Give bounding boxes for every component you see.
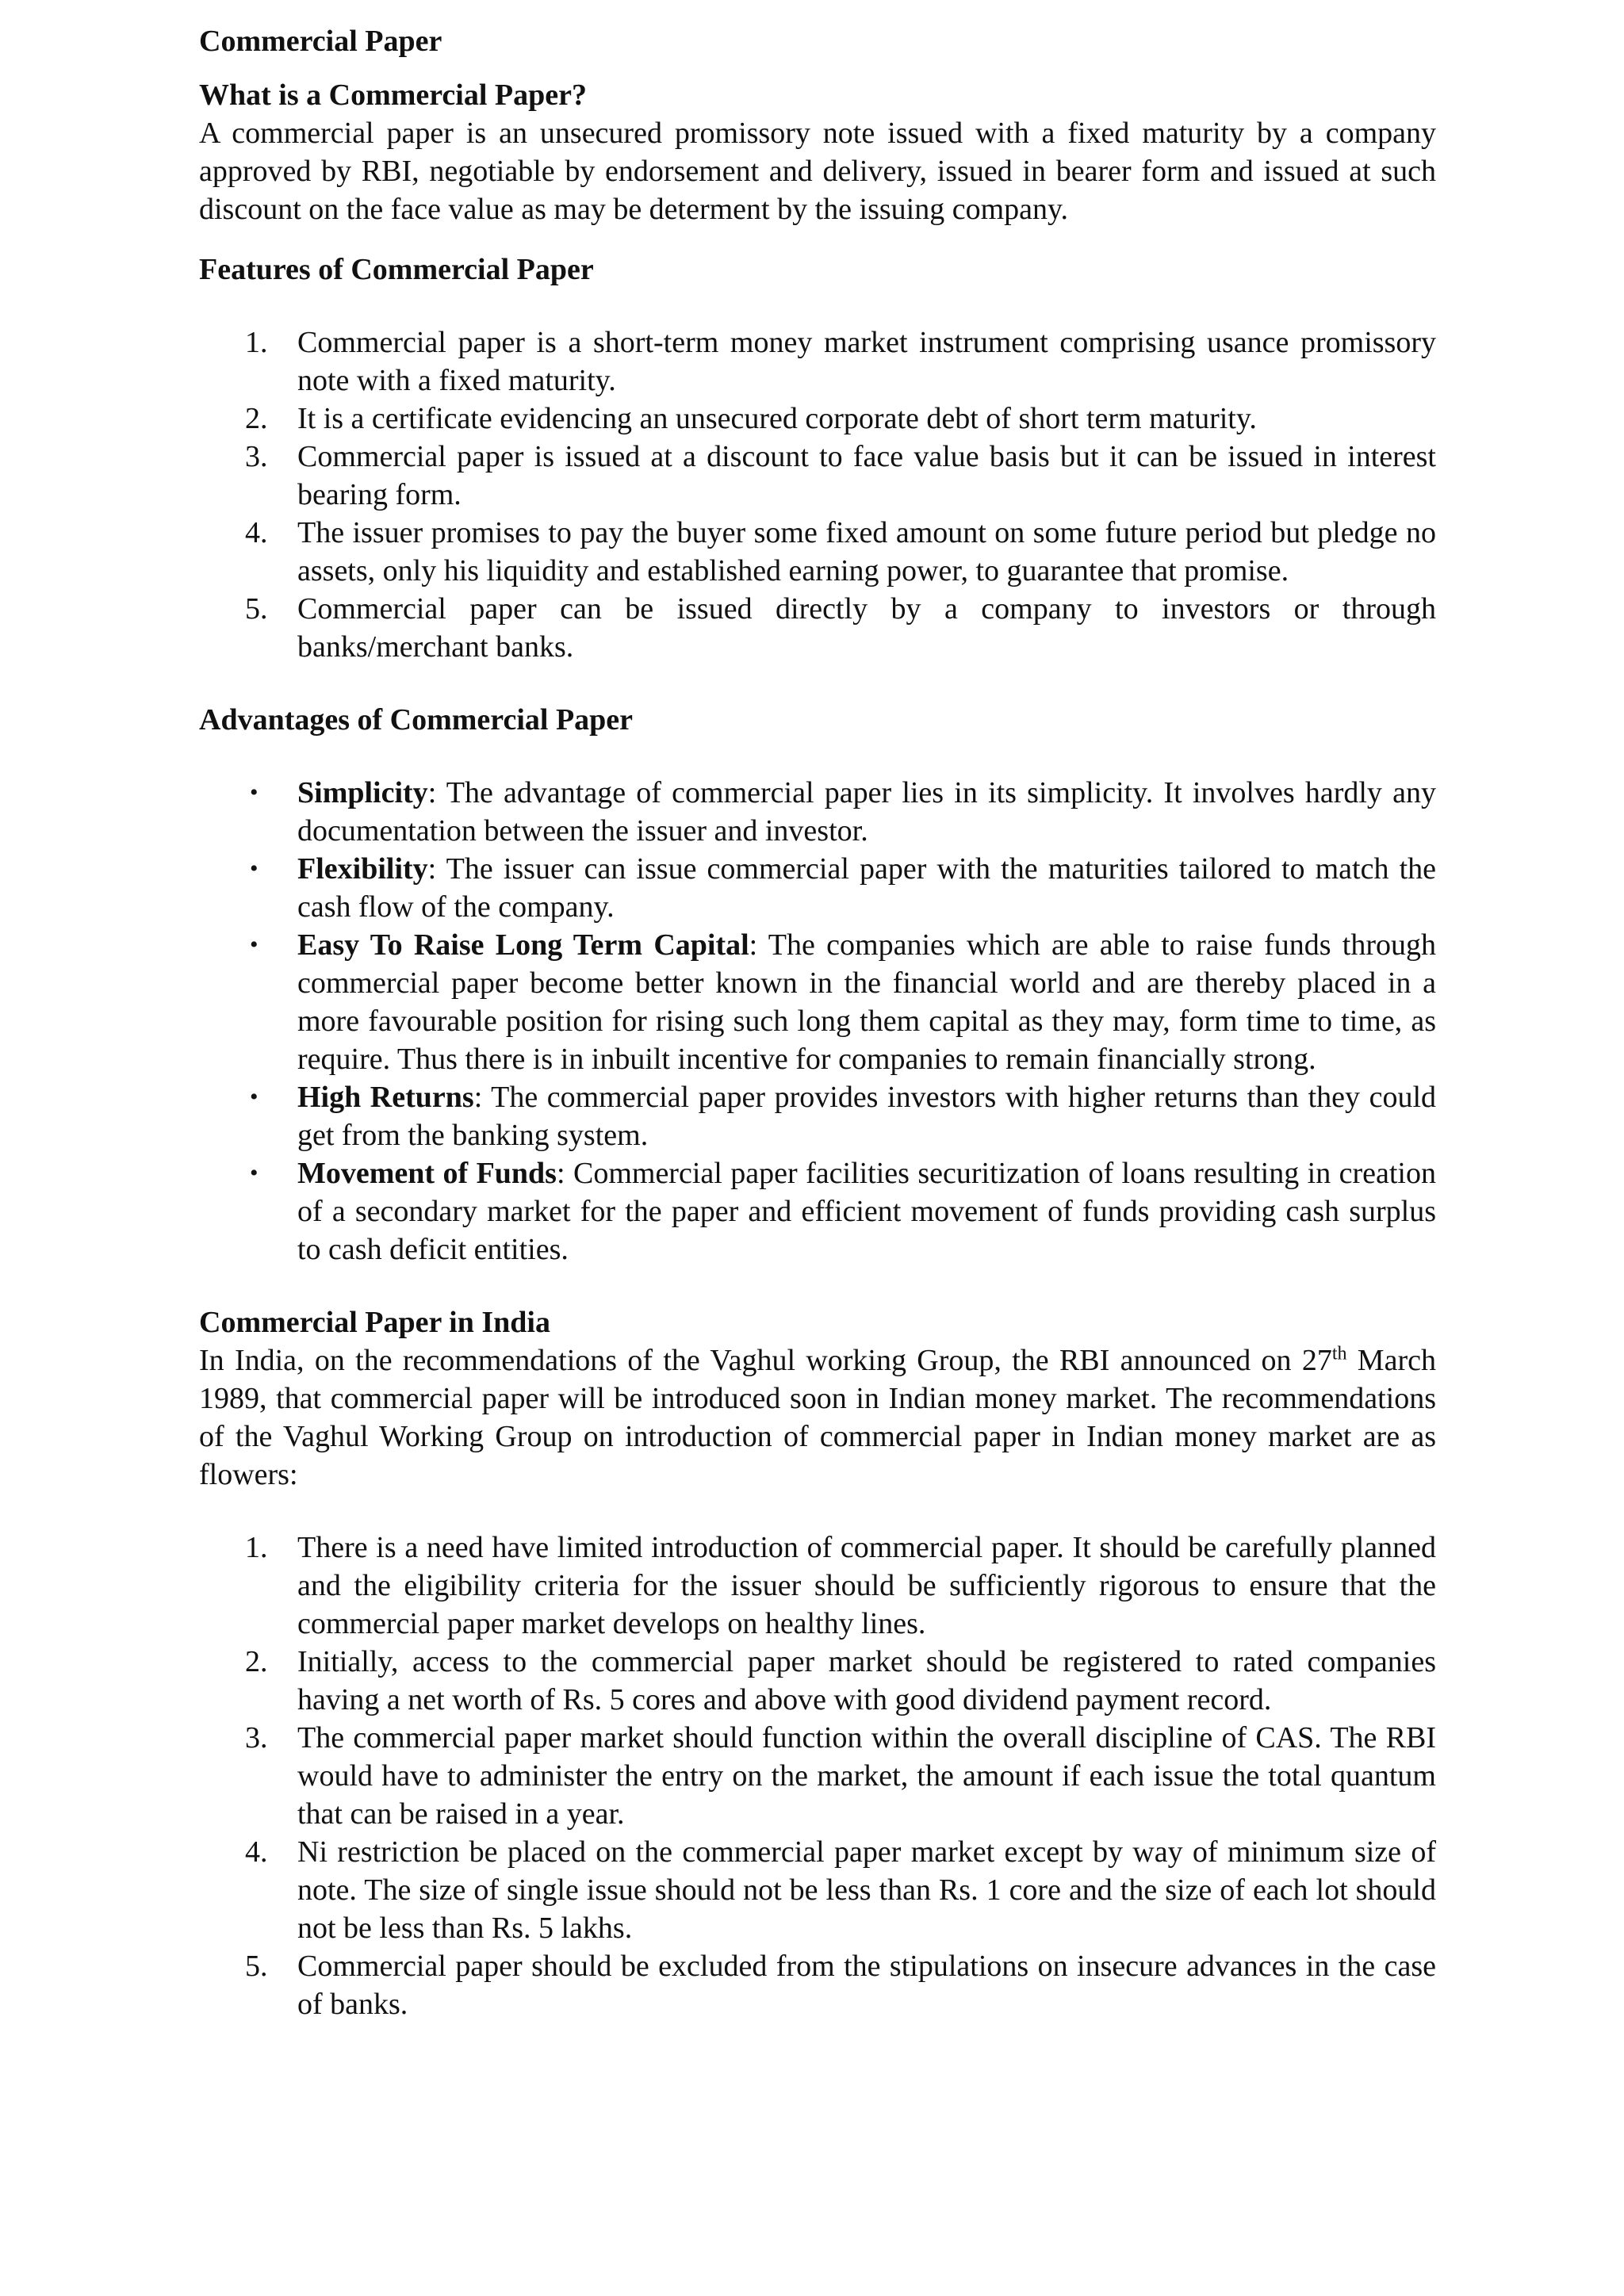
- bullet-icon: •: [250, 1084, 259, 1110]
- list-item: [199, 1947, 1436, 2023]
- advantage-term: Flexibility: [297, 852, 428, 886]
- india-text-part-1: In India, on the recommendations of the Vaghul working Group, the RBI announced on 27: [199, 1344, 1332, 1377]
- list-number: 3.: [245, 1721, 268, 1755]
- date-ordinal-suffix: th: [1331, 1343, 1347, 1364]
- document-title: Commercial Paper: [199, 25, 442, 58]
- list-item: [199, 590, 1436, 666]
- advantage-term: Simplicity: [297, 776, 428, 809]
- advantage-text: : Commercial paper facilities securitization of loans resulting in creation of a secondary market for the paper and efficient movement of funds providing cash surplus to cash deficit entities.: [297, 1157, 1436, 1266]
- advantage-text: : The commercial paper provides investors with higher returns than they could get from the banking system.: [297, 1081, 1436, 1152]
- india-text-part-2: March 1989, that commercial paper will be introduced soon in Indian money market. The recommendations of the Vaghul Working Group on introduction of commercial paper in Indian money market are as flowers:: [199, 1344, 1436, 1491]
- india-heading: Commercial Paper in India: [199, 1306, 550, 1339]
- list-number: 1.: [245, 326, 268, 359]
- advantage-text: : The issuer can issue commercial paper with the maturities tailored to match the cash flow of the company.: [297, 852, 1436, 924]
- list-item-text: Commercial paper should be excluded from the stipulations on insecure advances in the case of banks.: [297, 1950, 1436, 2021]
- list-item: [199, 1154, 1436, 1269]
- list-item: [199, 774, 1436, 850]
- list-number: 2.: [245, 402, 268, 435]
- list-item: [199, 1078, 1436, 1154]
- list-item-text: Initially, access to the commercial paper market should be registered to rated companies having a net worth of Rs. 5 cores and above with good dividend payment record.: [297, 1645, 1436, 1716]
- advantage-term: Easy To Raise Long Term Capital: [297, 928, 749, 962]
- features-list: [199, 323, 1436, 666]
- recommendations-list: [199, 1529, 1436, 2023]
- list-item-text: The commercial paper market should function within the overall discipline of CAS. The RBI would have to administer the entry on the market, the amount if each issue the total quantum that can be raised in a year.: [297, 1721, 1436, 1831]
- list-number: 3.: [245, 440, 268, 473]
- list-item-text: Commercial paper is issued at a discount to face value basis but it can be issued in interest bearing form.: [297, 440, 1436, 511]
- list-number: 4.: [245, 516, 268, 549]
- list-item: [199, 438, 1436, 514]
- bullet-icon: •: [250, 932, 259, 958]
- list-item-text: Commercial paper can be issued directly by a company to investors or through banks/merchant banks.: [297, 592, 1436, 664]
- advantage-term: Movement of Funds: [297, 1157, 557, 1190]
- bullet-icon: •: [250, 855, 259, 882]
- what-is-paragraph: A commercial paper is an unsecured promissory note issued with a fixed maturity by a company approved by RBI, negotiable by endorsement and delivery, issued in bearer form and issued at such discount on the face value as may be determent by the issuing company.: [199, 117, 1436, 226]
- list-item: [199, 400, 1436, 438]
- list-item: [199, 926, 1436, 1078]
- list-item-text: Commercial paper is a short-term money market instrument comprising usance promissory note with a fixed maturity.: [297, 326, 1436, 397]
- list-item: [199, 514, 1436, 590]
- india-paragraph: [199, 1341, 1436, 1494]
- list-item: [199, 1643, 1436, 1719]
- list-item: [199, 1833, 1436, 1947]
- advantages-list: [199, 774, 1436, 1269]
- list-item: [199, 1719, 1436, 1833]
- bullet-icon: •: [250, 1160, 259, 1186]
- features-heading: Features of Commercial Paper: [199, 253, 594, 286]
- list-number: 4.: [245, 1835, 268, 1869]
- list-item: [199, 850, 1436, 926]
- advantage-text: : The companies which are able to raise funds through commercial paper become better known in the financial world and are thereby placed in a more favourable position for rising such long them capital as they may, form time to time, as require. Thus there is in inbuilt incentive for companies to remain financially strong.: [297, 928, 1436, 1076]
- list-item-text: Ni restriction be placed on the commercial paper market except by way of minimum size of note. The size of single issue should not be less than Rs. 1 core and the size of each lot should not be less than Rs. 5 lakhs.: [297, 1835, 1436, 1945]
- advantage-term: High Returns: [297, 1081, 474, 1114]
- list-item-text: The issuer promises to pay the buyer some fixed amount on some future period but pledge no assets, only his liquidity and established earning power, to guarantee that promise.: [297, 516, 1436, 587]
- advantages-heading: Advantages of Commercial Paper: [199, 703, 634, 737]
- what-is-heading: What is a Commercial Paper?: [199, 78, 587, 112]
- document-page: [199, 22, 1436, 2023]
- list-item: [199, 323, 1436, 400]
- bullet-icon: •: [250, 779, 259, 806]
- list-number: 5.: [245, 1950, 268, 1983]
- advantage-text: : The advantage of commercial paper lies in its simplicity. It involves hardly any documentation between the issuer and investor.: [297, 776, 1436, 848]
- list-item-text: It is a certificate evidencing an unsecured corporate debt of short term maturity.: [297, 402, 1257, 435]
- list-item: [199, 1529, 1436, 1643]
- list-number: 1.: [245, 1531, 268, 1564]
- list-number: 5.: [245, 592, 268, 626]
- list-item-text: There is a need have limited introduction of commercial paper. It should be carefully planned and the eligibility criteria for the issuer should be sufficiently rigorous to ensure that the commercial paper market develops on healthy lines.: [297, 1531, 1436, 1640]
- list-number: 2.: [245, 1645, 268, 1678]
